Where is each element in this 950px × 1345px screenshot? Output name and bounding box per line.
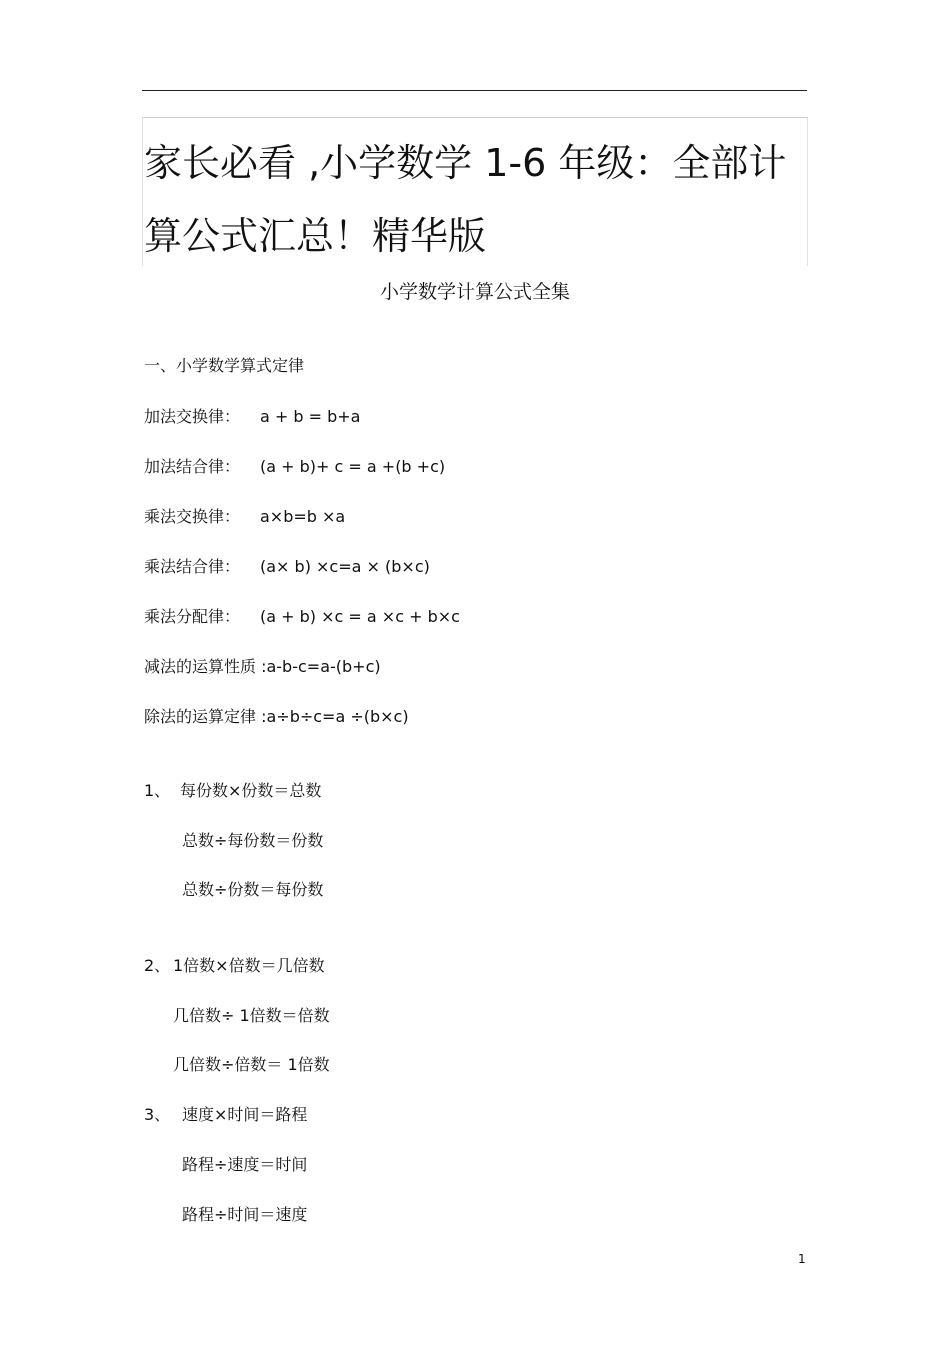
group-2-line: 1倍数×倍数＝几倍数	[173, 956, 325, 975]
law-addition-associative	[144, 457, 445, 477]
header-rule	[142, 90, 807, 91]
law-multiplication-commutative	[144, 507, 345, 527]
law-formula: a + b = b+a	[260, 407, 361, 426]
document-title-line-1: 家长必看 ,小学数学 1-6 年级：全部计	[144, 141, 787, 185]
law-distributive	[144, 607, 460, 627]
law-formula: (a + b)+ c = a +(b +c)	[260, 457, 446, 476]
law-formula: (a× b) ×c=a × (b×c)	[260, 557, 430, 576]
law-label: 加法结合律：	[144, 457, 241, 476]
division-property: 除法的运算定律 :a÷b÷c=a ÷(b×c)	[144, 707, 409, 726]
group-3-number: 3、	[144, 1105, 171, 1124]
group-3-line: 路程÷时间＝速度	[182, 1205, 308, 1224]
law-multiplication-associative	[144, 557, 430, 577]
subtraction-property: 减法的运算性质 :a-b-c=a-(b+c)	[144, 657, 381, 676]
law-label: 加法交换律：	[144, 407, 241, 426]
law-label: 乘法分配律：	[144, 607, 241, 626]
group-1-line: 每份数×份数＝总数	[180, 781, 322, 800]
group-2-line: 几倍数÷倍数＝ 1倍数	[173, 1055, 330, 1074]
law-label: 乘法交换律：	[144, 507, 241, 526]
group-1-line: 总数÷份数＝每份数	[182, 880, 324, 899]
section-heading: 一、小学数学算式定律	[144, 356, 305, 375]
law-addition-commutative	[144, 407, 360, 427]
group-2-number: 2、	[144, 956, 171, 975]
law-formula: (a + b) ×c = a ×c + b×c	[260, 607, 460, 626]
group-1-line: 总数÷每份数＝份数	[182, 831, 324, 850]
group-3-line: 路程÷速度＝时间	[182, 1155, 308, 1174]
group-1-number: 1、	[144, 781, 171, 800]
law-label: 乘法结合律：	[144, 557, 241, 576]
document-title-line-2: 算公式汇总！精华版	[144, 214, 487, 258]
law-formula: a×b=b ×a	[260, 507, 346, 526]
group-2-line: 几倍数÷ 1倍数＝倍数	[173, 1006, 330, 1025]
document-subtitle: 小学数学计算公式全集	[379, 281, 570, 303]
page-number: 1	[798, 1252, 806, 1266]
group-3-line: 速度×时间＝路程	[182, 1105, 308, 1124]
